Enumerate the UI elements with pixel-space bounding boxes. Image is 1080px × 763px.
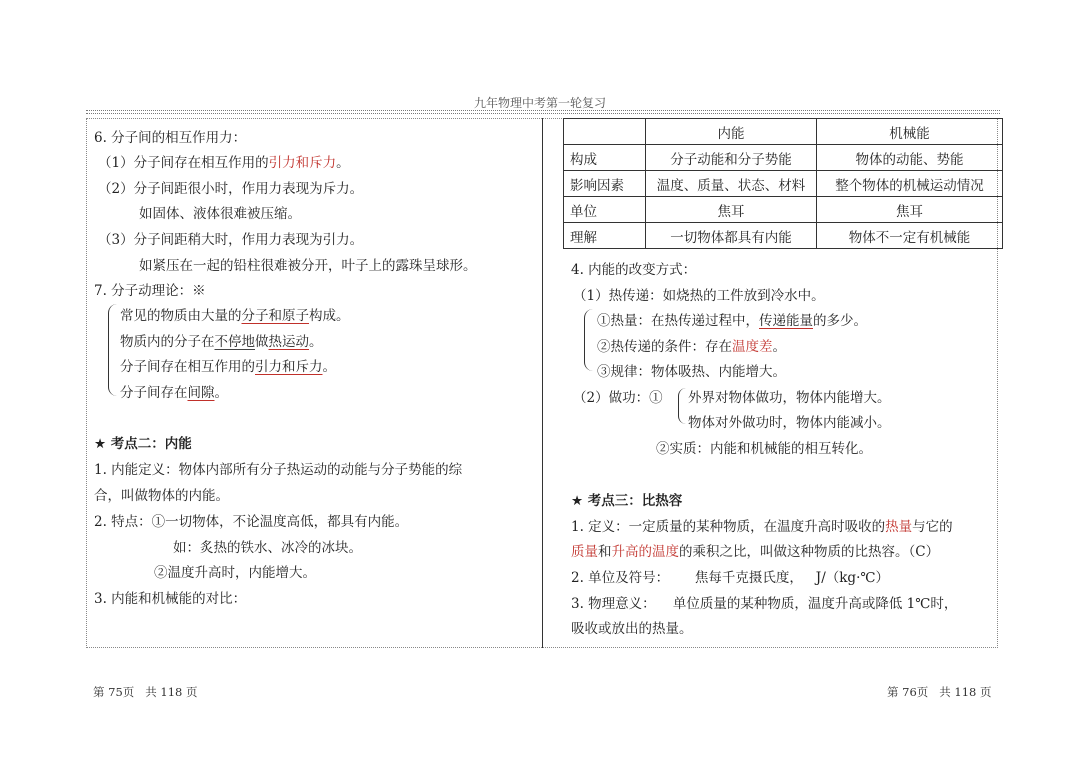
work-brace <box>678 388 686 424</box>
section-7-item-2: 物质内的分子在不停地做热运动。 <box>120 334 323 350</box>
table-cell: 一切物体都具有内能 <box>646 223 817 249</box>
column-divider <box>542 118 543 648</box>
section-7-item-4: 分子间存在间隙。 <box>120 385 228 401</box>
work-label: （2）做功：① <box>573 390 663 406</box>
table-header-cell: 内能 <box>646 119 817 145</box>
section-6-item-1: （1）分子间存在相互作用的引力和斥力。 <box>98 155 350 171</box>
table-cell: 单位 <box>564 197 646 223</box>
header-rule-1 <box>86 110 1000 111</box>
section-6-item-3-example: 如紧压在一起的铅柱很难被分开，叶子上的露珠呈球形。 <box>139 258 477 274</box>
comparison-table <box>563 118 1003 249</box>
internal-energy-feature-2: ②温度升高时，内能增大。 <box>154 565 316 581</box>
internal-energy-definition-line-2: 合，叫做物体的内能。 <box>94 488 229 504</box>
section-7-item-1: 常见的物质由大量的分子和原子构成。 <box>120 308 350 324</box>
section-7-brace <box>108 304 117 396</box>
table-row <box>564 223 1003 249</box>
internal-energy-definition-line-1: 1. 内能定义：物体内部所有分子热运动的动能与分子势能的综 <box>94 462 463 478</box>
page-header-title: 九年物理中考第一轮复习 <box>473 96 606 110</box>
table-cell: 理解 <box>564 223 646 249</box>
table-cell: 分子动能和分子势能 <box>646 145 817 171</box>
page-number-right: 第 76页 共 118 页 <box>887 685 992 699</box>
internal-energy-feature-1: 2. 特点：①一切物体，不论温度高低，都具有内能。 <box>94 514 409 530</box>
table-cell: 焦耳 <box>646 197 817 223</box>
key-point-3-title: ★ 考点三：比热容 <box>571 493 683 509</box>
table-header-cell: 机械能 <box>817 119 1003 145</box>
section-7-item-3: 分子间存在相互作用的引力和斥力。 <box>120 359 336 375</box>
table-cell: 构成 <box>564 145 646 171</box>
section-6-item-2-example: 如固体、液体很难被压缩。 <box>139 206 301 222</box>
specific-heat-definition-line-1: 1. 定义：一定质量的某种物质，在温度升高时吸收的热量与它的 <box>571 519 953 535</box>
work-item-1: 外界对物体做功，物体内能增大。 <box>688 390 891 406</box>
table-cell: 物体不一定有机械能 <box>817 223 1003 249</box>
heat-transfer-item-2: ②热传递的条件：存在温度差。 <box>597 339 786 355</box>
specific-heat-meaning-line-2: 吸收或放出的热量。 <box>571 621 693 637</box>
table-header-row <box>564 119 1003 145</box>
work-essence: ②实质：内能和机械能的相互转化。 <box>656 441 872 457</box>
table-row <box>564 197 1003 223</box>
table-row <box>564 171 1003 197</box>
heat-transfer-brace <box>584 309 593 371</box>
key-point-2-title: ★ 考点二：内能 <box>94 436 192 452</box>
internal-vs-mechanical-title: 3. 内能和机械能的对比： <box>94 591 247 607</box>
table-cell: 温度、质量、状态、材料 <box>646 171 817 197</box>
section-6-item-2: （2）分子间距很小时，作用力表现为斥力。 <box>98 181 364 197</box>
section-6-item-3: （3）分子间距稍大时，作用力表现为引力。 <box>98 232 364 248</box>
section-7-title: 7. 分子动理论：※ <box>94 283 206 299</box>
table-row <box>564 145 1003 171</box>
table-cell: 物体的动能、势能 <box>817 145 1003 171</box>
header-rule-2 <box>86 113 1000 114</box>
heat-transfer-line: （1）热传递：如烧热的工件放到冷水中。 <box>573 288 825 304</box>
specific-heat-meaning-line-1: 3. 物理意义： 单位质量的某种物质，温度升高或降低 1℃时， <box>571 596 958 612</box>
page-number-left: 第 75页 共 118 页 <box>93 685 198 699</box>
section-4-title: 4. 内能的改变方式： <box>571 262 697 278</box>
specific-heat-definition-line-2: 质量和升高的温度的乘积之比，叫做这种物质的比热容。（C） <box>571 544 940 560</box>
highlight-attraction-repulsion: 引力和斥力 <box>268 155 337 171</box>
table-cell: 焦耳 <box>817 197 1003 223</box>
heat-transfer-item-1: ①热量：在热传递过程中，传递能量的多少。 <box>597 313 867 329</box>
table-cell: 影响因素 <box>564 171 646 197</box>
work-item-2: 物体对外做功时，物体内能减小。 <box>688 415 891 431</box>
table-header-cell <box>564 119 646 145</box>
heat-transfer-item-3: ③规律：物体吸热、内能增大。 <box>597 364 786 380</box>
specific-heat-unit: 2. 单位及符号： 焦每千克摄氏度， J/（kg·℃） <box>571 570 889 586</box>
table-cell: 整个物体的机械运动情况 <box>817 171 1003 197</box>
internal-energy-feature-1-example: 如：炙热的铁水、冰冷的冰块。 <box>173 540 362 556</box>
section-6-title: 6. 分子间的相互作用力： <box>94 130 247 146</box>
